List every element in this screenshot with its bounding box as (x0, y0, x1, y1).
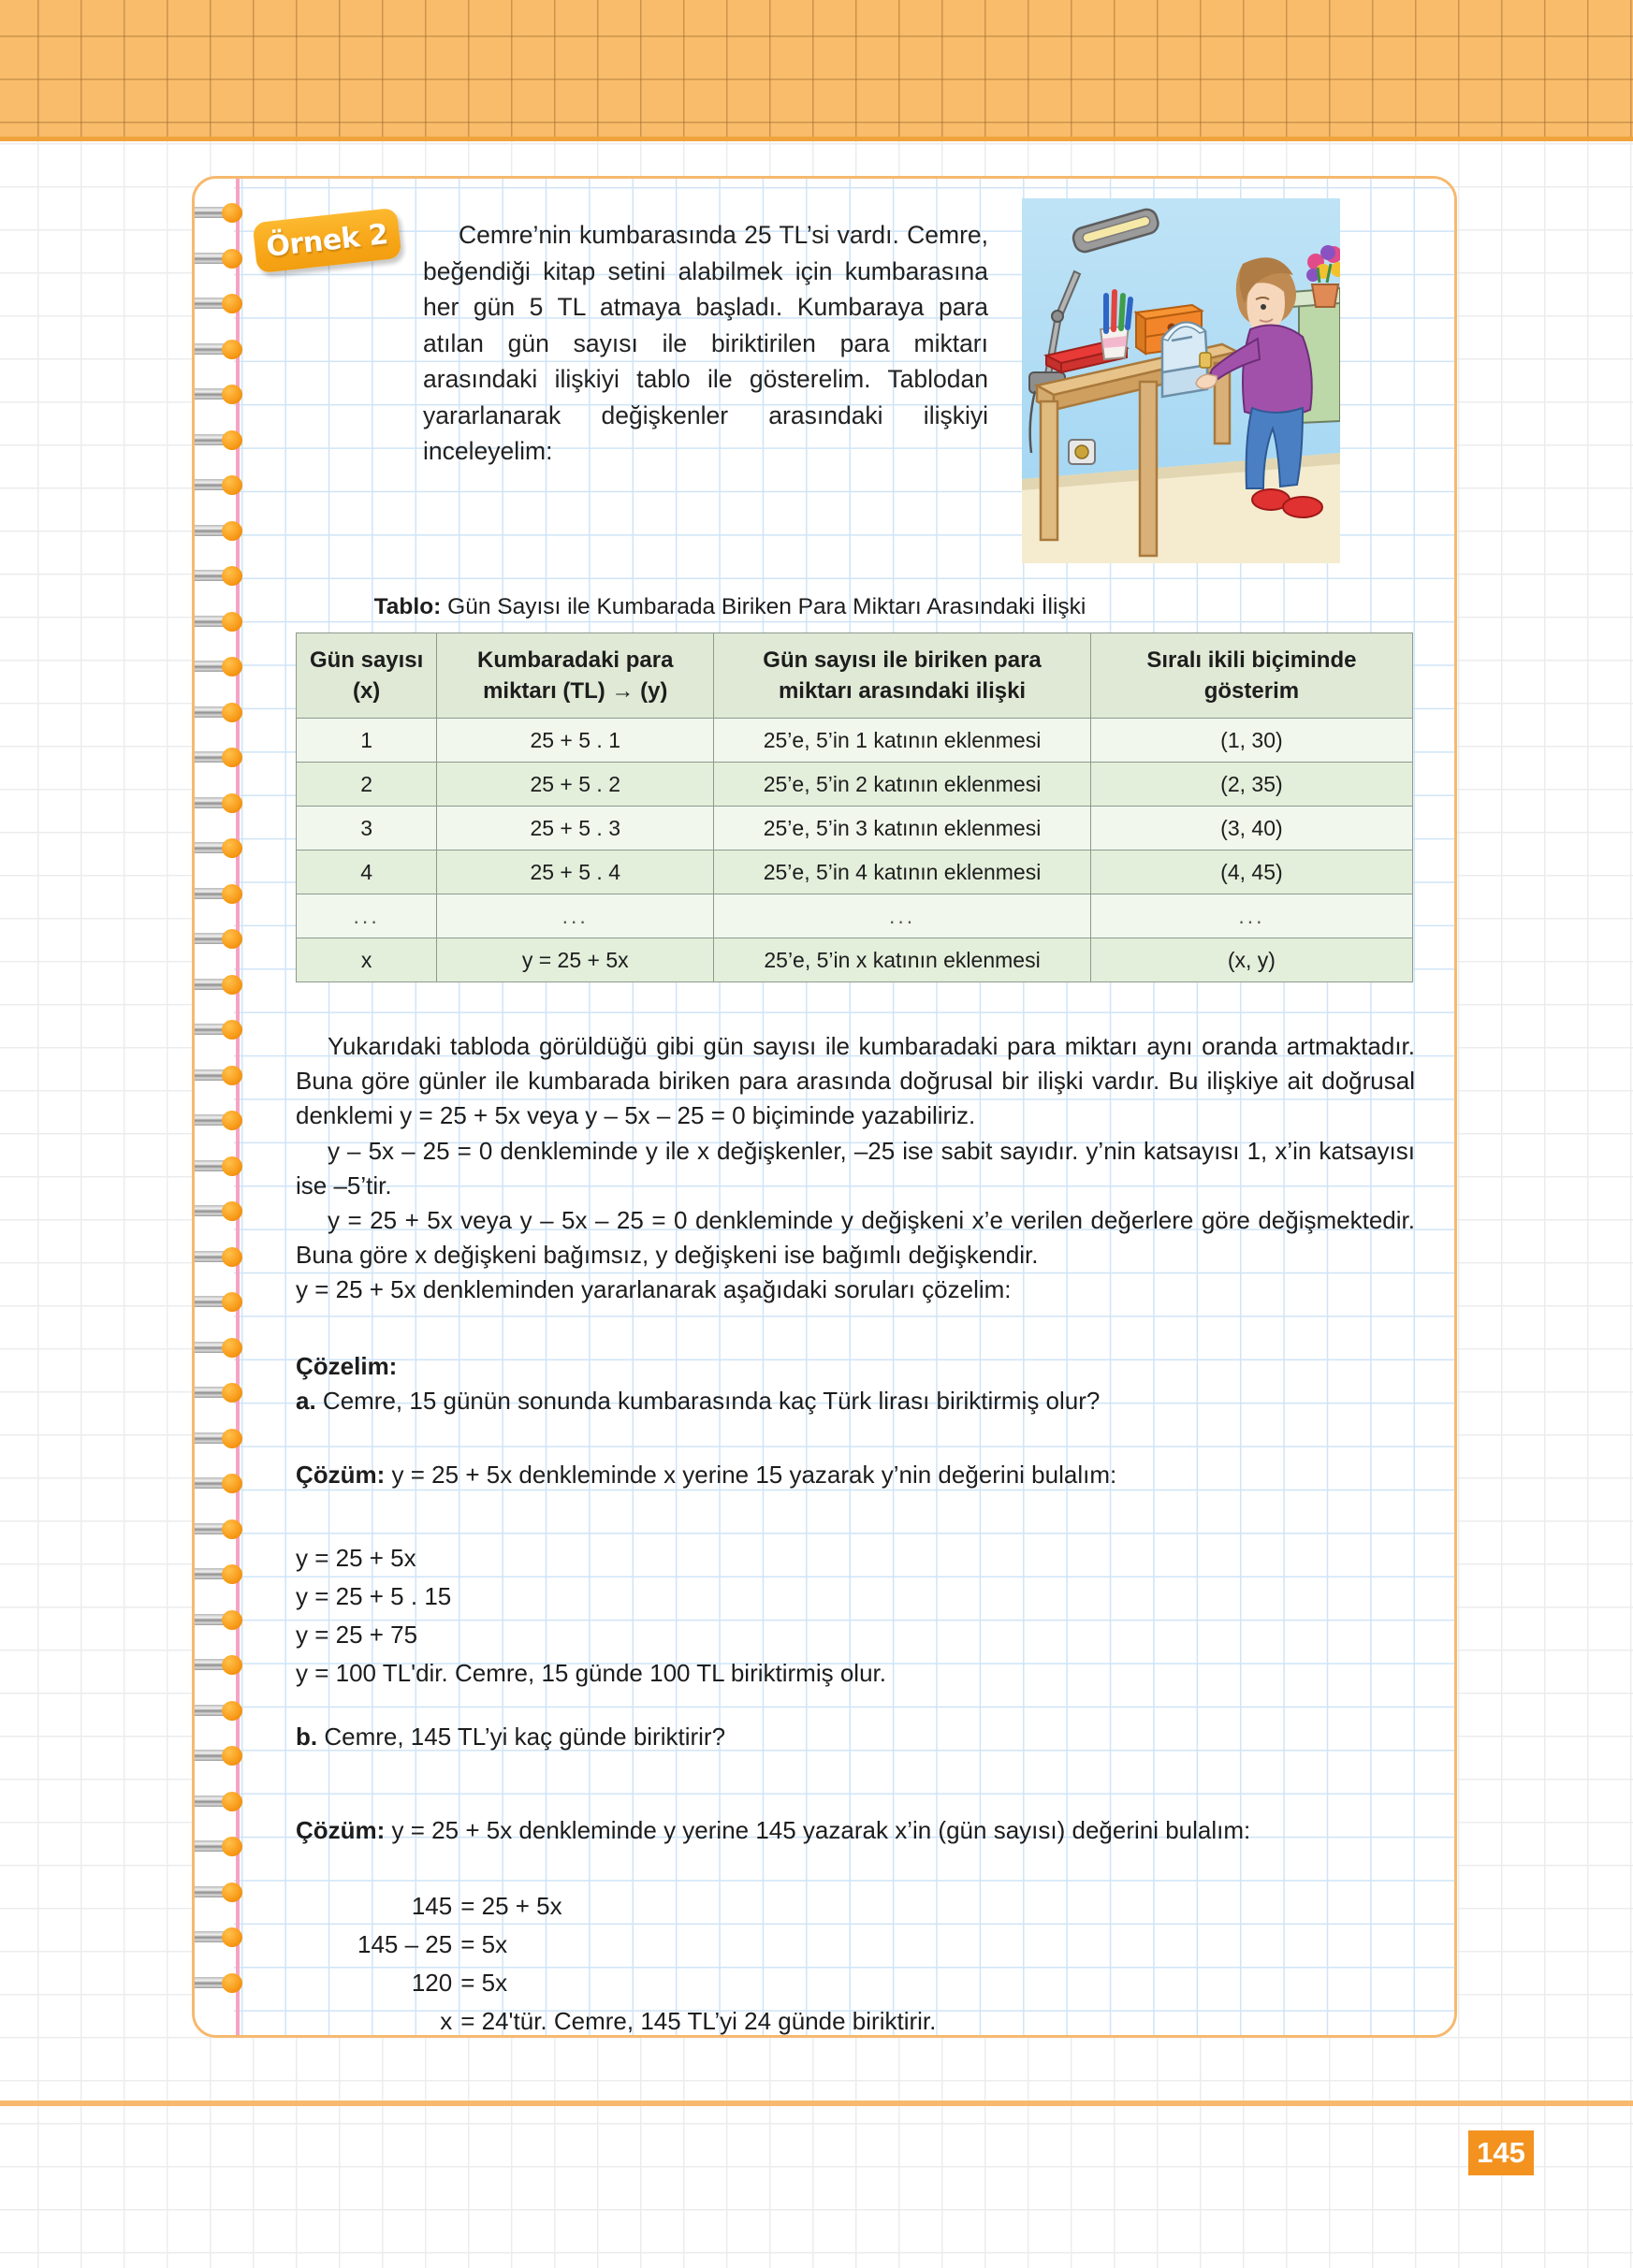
ring-knob (222, 340, 242, 359)
table-cell: 25’e, 5’in 4 katının eklenmesi (714, 850, 1091, 894)
table-col-header-gun-sayisi (297, 633, 437, 719)
table-cell: 4 (297, 850, 437, 894)
paragraph-1: Yukarıdaki tabloda görüldüğü gibi gün sayısı ile kumbaradaki para miktarı aynı oranda artmaktadır. Buna göre günler ile kumbarada biriken para arasında doğrusal bir ilişki vardır. Bu ilişkiye ait doğrusal denklemi y = 25 + 5x veya y – 5x – 25 = 0 biçiminde yazabiliriz. (296, 1032, 1415, 1129)
header-line-2: miktarı arasındaki ilişki (778, 678, 1027, 704)
table-col-header-sirali-ikili (1090, 633, 1412, 719)
ring-knob (222, 1201, 242, 1221)
spiral-ring (192, 1701, 259, 1720)
ring-knob (222, 1746, 242, 1766)
question-a-label: a. (296, 1387, 316, 1415)
ring-knob (222, 975, 242, 995)
spiral-ring (192, 929, 259, 948)
spiral-ring (192, 1610, 259, 1629)
spiral-ring (192, 385, 259, 403)
equation-right: = 24'tür. Cemre, 145 TL’yi 24 günde biriktirir. (460, 2007, 937, 2035)
question-a (296, 1384, 1415, 1418)
table-row (297, 894, 1413, 938)
table-head (297, 633, 1413, 719)
paragraph-4: y = 25 + 5x denkleminden yararlanarak aşağıdaki soruları çözelim: (296, 1275, 1012, 1303)
ring-knob (222, 1883, 242, 1902)
ring-knob (222, 703, 242, 722)
ring-knob (222, 385, 242, 404)
equation-step: y = 25 + 5x (296, 1544, 416, 1572)
ring-knob (222, 1701, 242, 1721)
ring-knob (222, 1338, 242, 1358)
table-cell: (x, y) (1090, 938, 1412, 982)
paragraph-3: y = 25 + 5x veya y – 5x – 25 = 0 denkleminde y değişkeni x’e verilen değerlere göre değişmektedir. Buna göre x değişkeni bağımsız, y değişkeni ise bağımlı değişkendir. (296, 1206, 1415, 1269)
ring-knob (222, 1519, 242, 1539)
spiral-ring (192, 703, 259, 721)
table-col-header-iliski (714, 633, 1091, 719)
spiral-ring (192, 1564, 259, 1583)
ring-knob (222, 1292, 242, 1312)
table-cell: (3, 40) (1090, 807, 1412, 850)
spiral-ring (192, 566, 259, 585)
ring-knob (222, 1564, 242, 1584)
spiral-ring (192, 430, 259, 449)
table-cell: 25’e, 5’in x katının eklenmesi (714, 938, 1091, 982)
ring-knob (222, 1383, 242, 1403)
cozelim-heading: Çözelim: (296, 1352, 398, 1380)
equation-alignment-table (357, 1887, 936, 2041)
table-cell: y = 25 + 5x (437, 938, 714, 982)
spiral-ring (192, 1247, 259, 1266)
illustration-svg (1022, 198, 1340, 563)
ring-knob (222, 793, 242, 813)
solution-a-text: y = 25 + 5x denkleminde x yerine 15 yazarak y’nin değerini bulalım: (385, 1461, 1117, 1489)
ring-knob (222, 430, 242, 450)
ring-knob (222, 1066, 242, 1085)
header-line-1: Kumbaradaki para (477, 647, 674, 673)
ring-knob (222, 884, 242, 904)
spiral-ring (192, 1883, 259, 1901)
ring-knob (222, 1837, 242, 1856)
equation-step: y = 25 + 5 . 15 (296, 1582, 452, 1610)
spiral-ring (192, 294, 259, 313)
table-caption-text: Gün Sayısı ile Kumbarada Biriken Para Miktarı Arasındaki İlişki (441, 594, 1086, 619)
spiral-ring (192, 1655, 259, 1674)
table-row (297, 850, 1413, 894)
ring-knob (222, 1020, 242, 1040)
spiral-ring (192, 1066, 259, 1084)
table-cell: ... (1090, 894, 1412, 938)
spiral-ring (192, 1837, 259, 1855)
ring-knob (222, 1156, 242, 1176)
equation-right: = 5x (460, 1969, 508, 1997)
equation-left: 145 – 25 (357, 1930, 453, 1958)
spiral-ring (192, 884, 259, 903)
ring-knob (222, 748, 242, 767)
ornek-badge-label: Örnek 2 (264, 217, 390, 264)
table-caption (192, 594, 1268, 620)
header-line-2: gösterim (1203, 678, 1300, 704)
ring-knob (222, 1655, 242, 1675)
table-cell: ... (714, 894, 1091, 938)
table-cell: (1, 30) (1090, 719, 1412, 763)
ring-knob (222, 249, 242, 269)
header-line-2: miktarı (TL) → (y) (483, 678, 668, 704)
spiral-rings (192, 203, 276, 2018)
equation-left: x (440, 2007, 453, 2035)
header-line-1: Gün sayısı ile biriken para (763, 647, 1042, 673)
equation-step: y = 100 TL'dir. Cemre, 15 günde 100 TL biriktirmiş olur. (296, 1659, 886, 1687)
spiral-ring (192, 793, 259, 812)
spiral-ring (192, 1383, 259, 1402)
spiral-ring (192, 203, 259, 222)
piggy-bank-illustration (1022, 198, 1340, 563)
ring-knob (222, 1792, 242, 1811)
equation-left: 145 (411, 1892, 453, 1920)
question-a-text: Cemre, 15 günün sonunda kumbarasında kaç Türk lirası biriktirmiş olur? (315, 1387, 1101, 1415)
ring-knob (222, 1927, 242, 1947)
table-header-row (297, 633, 1413, 719)
paragraph-2: y – 5x – 25 = 0 denkleminde y ile x değişkenler, –25 ise sabit sayıdır. y’nin katsayısı 1, x’in katsayısı ise –5’tir. (296, 1137, 1415, 1199)
equation-row (357, 1964, 936, 2002)
table-cell: x (297, 938, 437, 982)
table-cell: ... (297, 894, 437, 938)
spiral-ring (192, 1292, 259, 1311)
spiral-ring (192, 1338, 259, 1357)
table-row (297, 807, 1413, 850)
table-cell: 25 + 5 . 4 (437, 850, 714, 894)
ring-knob (222, 294, 242, 313)
equation-left: 120 (411, 1969, 453, 1997)
ring-knob (222, 838, 242, 858)
table-cell: 25’e, 5’in 3 katının eklenmesi (714, 807, 1091, 850)
top-orange-grid-band (0, 0, 1633, 138)
spiral-ring (192, 1519, 259, 1538)
header-line-1: Sıralı ikili biçiminde (1146, 647, 1357, 673)
spiral-ring (192, 748, 259, 766)
question-b-label: b. (296, 1723, 318, 1751)
table-cell: 25 + 5 . 2 (437, 763, 714, 807)
table-cell: 25 + 5 . 1 (437, 719, 714, 763)
spiral-ring (192, 1156, 259, 1175)
header-line-2: (x) (352, 678, 381, 704)
ring-knob (222, 203, 242, 223)
ring-knob (222, 657, 242, 676)
table-caption-label: Tablo: (373, 594, 442, 619)
bottom-rule (0, 2101, 1633, 2106)
ring-knob (222, 1111, 242, 1130)
table-cell: 3 (297, 807, 437, 850)
header-line-1: Gün sayısı (309, 647, 424, 673)
ring-knob (222, 566, 242, 586)
table-cell: (2, 35) (1090, 763, 1412, 807)
spiral-ring (192, 340, 259, 358)
table-body (297, 719, 1413, 982)
ring-knob (222, 1610, 242, 1630)
spiral-ring (192, 1792, 259, 1810)
spiral-ring (192, 1111, 259, 1129)
spiral-ring (192, 975, 259, 994)
page-number-badge: 145 (1468, 2130, 1534, 2175)
table-cell: ... (437, 894, 714, 938)
solution-b-steps (296, 1887, 1415, 2041)
spiral-ring (192, 521, 259, 540)
table-row (297, 719, 1413, 763)
solution-a-steps (296, 1539, 1415, 1693)
table-cell: 2 (297, 763, 437, 807)
table-cell: 25’e, 5’in 2 katının eklenmesi (714, 763, 1091, 807)
table-row (297, 938, 1413, 982)
table-cell: 25 + 5 . 3 (437, 807, 714, 850)
spiral-ring (192, 249, 259, 268)
ring-knob (222, 1973, 242, 1993)
equation-rows (357, 1887, 936, 2041)
equation-step: y = 25 + 75 (296, 1621, 418, 1649)
relationship-table (296, 632, 1413, 982)
ring-knob (222, 929, 242, 949)
spiral-ring (192, 1746, 259, 1765)
spiral-ring (192, 1020, 259, 1039)
spiral-ring (192, 1201, 259, 1220)
ring-knob (222, 1429, 242, 1448)
ring-knob (222, 521, 242, 541)
spiral-ring (192, 657, 259, 676)
equation-row (357, 1887, 936, 1926)
spiral-ring (192, 1429, 259, 1447)
table-cell: 1 (297, 719, 437, 763)
ring-knob (222, 1247, 242, 1267)
equation-right: = 5x (460, 1930, 508, 1958)
solution-b-text: y = 25 + 5x denkleminde y yerine 145 yazarak x’in (gün sayısı) değerini bulalım: (385, 1816, 1251, 1844)
solution-a-intro (296, 1458, 1415, 1492)
table-row (297, 763, 1413, 807)
table-cell: (4, 45) (1090, 850, 1412, 894)
solution-a-label: Çözüm: (296, 1461, 386, 1489)
solution-b-intro (296, 1813, 1415, 1848)
ring-knob (222, 475, 242, 495)
spiral-ring (192, 1927, 259, 1946)
ring-knob (222, 1474, 242, 1493)
equation-row (357, 2002, 936, 2041)
spiral-ring (192, 838, 259, 857)
equation-right: = 25 + 5x (460, 1892, 562, 1920)
table-col-header-para-miktari (437, 633, 714, 719)
question-b-text: Cemre, 145 TL’yi kaç günde biriktirir? (317, 1723, 726, 1751)
equation-row (357, 1926, 936, 1964)
spiral-ring (192, 475, 259, 494)
intro-paragraph: Cemre’nin kumbarasında 25 TL’si vardı. Cemre, beğendiği kitap setini alabilmek için kumbarasına her gün 5 TL atmaya başladı. Kumbaraya para atılan gün sayısı ile biriktirilen para miktarı arasındaki ilişkiyi tablo ile gösterelim. Tablodan yararlanarak değişkenler arasındaki ilişkiyi inceleyelim: (423, 221, 988, 465)
spiral-ring (192, 1474, 259, 1492)
question-b (296, 1720, 1415, 1754)
table-cell: 25’e, 5’in 1 katının eklenmesi (714, 719, 1091, 763)
solution-b-label: Çözüm: (296, 1816, 386, 1844)
spiral-ring (192, 1973, 259, 1992)
